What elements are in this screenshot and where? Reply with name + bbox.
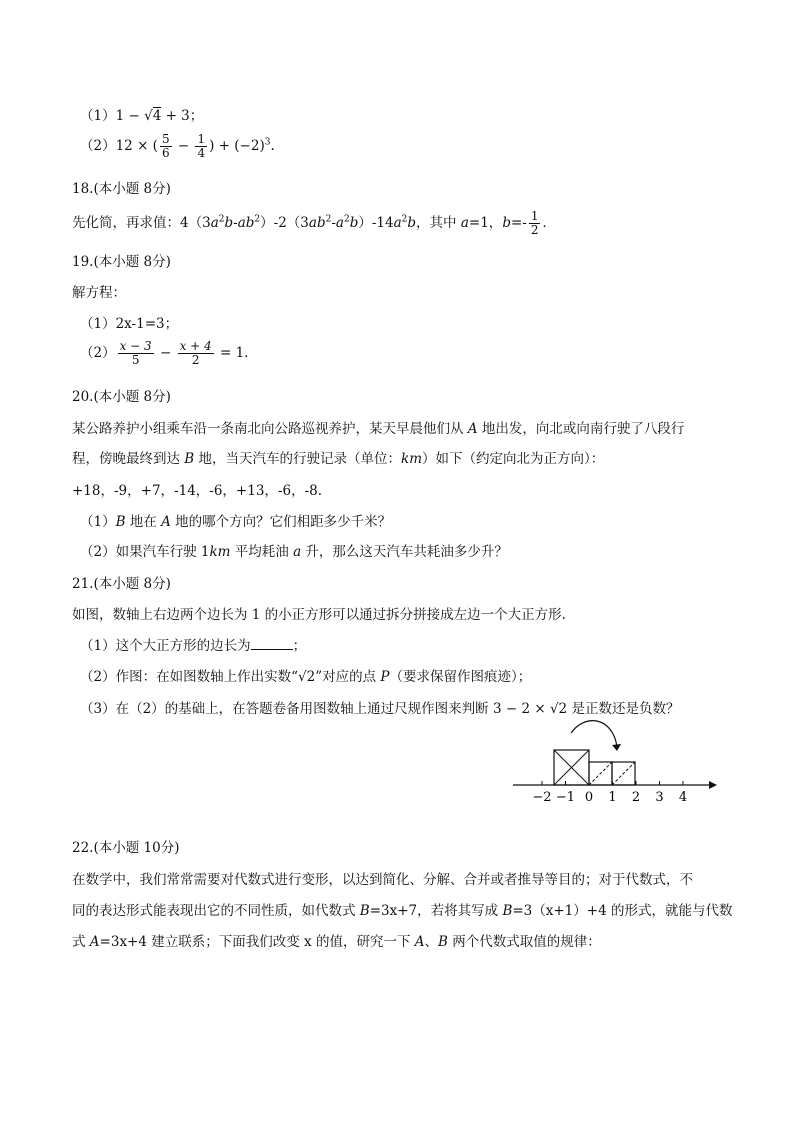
p18-cond-a: =1， — [468, 215, 503, 231]
small-square-diagonal — [612, 762, 635, 785]
p22-l2-a: 同的表达形式能表现出它的不同性质，如代数式 — [72, 903, 360, 919]
axis-tick-label: 3 — [655, 790, 664, 805]
p20-q2 — [80, 540, 508, 560]
var-b: b — [224, 215, 234, 231]
frac-den: 6 — [161, 146, 170, 160]
p17-1-label: （1） — [80, 108, 116, 124]
frac-num: 1 — [197, 132, 206, 146]
p22-line3 — [72, 930, 601, 950]
p19-part2 — [80, 340, 248, 367]
p22-line1: 在数学中，我们常常需要对代数式进行变形，以达到简化、分解、合并或者推导等目的；对于代数式，不 — [72, 872, 693, 888]
p21-q2-label: （2） — [80, 669, 116, 685]
p20-para1 — [72, 417, 684, 437]
p19-2-rhs: = 1 — [215, 345, 245, 361]
unit-km: km — [209, 544, 231, 560]
p18-d: - — [331, 215, 336, 231]
p18-cond-b: =- — [510, 215, 527, 231]
p17-1-a: 1 − — [115, 108, 145, 124]
sqrt2: √2 — [298, 669, 316, 685]
p21-q1-label: （1） — [80, 638, 116, 654]
p18-a: 先化简，再求值：4（3 — [72, 215, 211, 231]
var-b: b — [407, 215, 417, 231]
p20-q2-a: 如果汽车行驶 1 — [115, 544, 210, 560]
curved-arrow — [571, 721, 617, 747]
p19-1-eq: 2x-1=3； — [115, 316, 179, 332]
axis-arrow-head — [709, 781, 717, 789]
p18-b: - — [233, 215, 238, 231]
p18-end: ． — [542, 215, 556, 231]
exp2: 2 — [401, 214, 408, 225]
exp2: 2 — [254, 214, 261, 225]
p22-line2 — [72, 899, 732, 919]
p20-q1-b: 地的哪个方向？它们相距多少千米？ — [170, 514, 392, 530]
frac-den: 5 — [131, 353, 140, 367]
var-b: b — [502, 215, 511, 231]
p22-l3-c: 、 — [424, 934, 438, 950]
var-B: B — [184, 451, 195, 467]
p17-part2 — [80, 133, 275, 160]
var-A: A — [414, 934, 425, 950]
var-b: b — [349, 215, 359, 231]
p17-part1 — [80, 104, 203, 124]
unit-km: km — [401, 451, 422, 467]
p20-p2-a: 程，傍晚最终到达 — [72, 451, 185, 467]
var-B: B — [438, 934, 448, 950]
p21-q2-b: ”对应的点 — [315, 669, 381, 685]
p20-p2-c: ）如下（约定向北为正方向）： — [422, 451, 605, 467]
p17-2-frac2 — [195, 133, 207, 160]
p21-q3-b: 是正数还是负数？ — [567, 701, 680, 717]
exp2: 2 — [218, 214, 225, 225]
p18-frac — [529, 210, 541, 237]
exponent: 3 — [264, 137, 271, 148]
var-B: B — [502, 903, 513, 919]
p17-2-end: . — [270, 138, 275, 154]
p20-p1-b: 地出发，向北或向南行驶了八段行 — [477, 421, 685, 437]
p21-q2-c: （要求保留作图痕迹）； — [389, 669, 532, 685]
p17-1-expr — [116, 107, 204, 124]
axis-tick-label: −2 — [532, 790, 552, 805]
axis-tick-label: 1 — [608, 790, 617, 805]
p17-1-radicand: 4 — [152, 108, 162, 124]
var-P: P — [380, 669, 390, 685]
p19-part1 — [80, 312, 178, 332]
p19-header: 19.(本小题 8分) — [72, 254, 171, 270]
var-A: A — [89, 934, 100, 950]
frac-num: x + 4 — [179, 339, 212, 353]
number-line-figure — [505, 715, 725, 810]
p19-intro: 解方程： — [72, 285, 126, 301]
p17-2-frac1 — [160, 133, 172, 160]
curved-arrow-head — [612, 744, 621, 751]
frac-num: 1 — [530, 209, 539, 223]
var-a: a — [460, 215, 469, 231]
p21-q1-text: 这个大正方形的边长为 — [115, 638, 251, 654]
axis-tick-label: −1 — [555, 790, 576, 805]
p22-l3-b: =3x+4 建立联系；下面我们改变 x 的值，研究一下 — [99, 934, 415, 950]
var-ab: ab — [308, 215, 326, 231]
p21-q3 — [80, 697, 679, 717]
p17-2-label: （2） — [80, 138, 116, 154]
p19-2-end: . — [244, 345, 249, 361]
var-a: a — [393, 215, 402, 231]
p18-f: ，其中 — [416, 215, 461, 231]
frac-den: 4 — [197, 146, 206, 160]
frac-den: 2 — [530, 223, 539, 237]
p19-2-expr — [116, 339, 249, 367]
var-B: B — [115, 514, 126, 530]
p17-2-a: 12 × ( — [115, 138, 158, 154]
p21-q1 — [80, 634, 306, 654]
p20-p1-a: 某公路养护小组乘车沿一条南北向公路巡视养护，某天早晨他们从 — [72, 421, 468, 437]
p20-p2-b: 地，当天汽车的行驶记录（单位： — [194, 451, 402, 467]
p18-e: ）-14 — [358, 215, 394, 231]
frac-num: x − 3 — [119, 339, 152, 353]
p20-para2 — [72, 447, 604, 467]
p21-q3-expr: 3 − 2 × √2 — [492, 701, 568, 717]
p22-l2-b: =3x+7，若将其写成 — [369, 903, 503, 919]
axis-tick-label: 0 — [584, 790, 594, 805]
p21-q2 — [80, 665, 531, 685]
p21-q3-a: 在（2）的基础上，在答题卷备用图数轴上通过尺规作图来判断 — [115, 701, 493, 717]
p20-q1-label: （1） — [80, 514, 116, 530]
p22-header: 22.(本小题 10分) — [72, 840, 180, 856]
answer-blank[interactable] — [251, 637, 293, 650]
p20-header: 20.(本小题 8分) — [72, 389, 171, 405]
p19-2-frac2 — [178, 340, 214, 367]
p18-header: 18.(本小题 8分) — [72, 181, 171, 197]
sqrt-symbol: √ — [144, 108, 153, 124]
var-a: a — [335, 215, 344, 231]
p17-2-b: ) + (−2) — [209, 138, 265, 154]
axis-tick-label: 2 — [631, 790, 641, 805]
p18-c: ）-2（3 — [260, 215, 309, 231]
p20-q2-b: 平均耗油 — [230, 544, 294, 560]
p21-header: 21.(本小题 8分) — [72, 576, 171, 592]
minus: − — [155, 345, 176, 361]
p19-2-frac1 — [118, 340, 154, 367]
p21-q2-a: 作图：在如图数轴上作出实数“ — [115, 669, 298, 685]
var-A: A — [467, 421, 478, 437]
var-B: B — [359, 903, 370, 919]
var-a: a — [210, 215, 219, 231]
p20-q2-c: 升，那么这天汽车共耗油多少升？ — [301, 544, 508, 560]
p21-q1-end: ； — [292, 638, 307, 654]
p19-2-label: （2） — [80, 345, 116, 361]
p20-records: +18，-9，+7，-14，-6，+13，-6，-8. — [72, 483, 323, 499]
p19-1-label: （1） — [80, 316, 116, 332]
p20-q2-label: （2） — [80, 544, 116, 560]
p17-1-b: + 3； — [161, 108, 204, 124]
p20-q1 — [80, 510, 391, 530]
var-A: A — [161, 514, 171, 530]
small-square-diagonal — [589, 762, 612, 785]
axis-tick-label: 4 — [678, 790, 688, 805]
p18-text — [72, 210, 556, 237]
exp2: 2 — [343, 214, 350, 225]
p17-2-expr — [115, 132, 275, 160]
var-a: a — [293, 544, 302, 560]
exp2: 2 — [325, 214, 332, 225]
p21-intro: 如图，数轴上右边两个边长为 1 的小正方形可以通过拆分拼接成左边一个大正方形. — [72, 607, 566, 623]
frac-den: 2 — [191, 353, 200, 367]
p22-l2-c: =3（x+1）+4 的形式，就能与代数 — [512, 903, 733, 919]
p22-l3-d: 两个代数式取值的规律： — [447, 934, 601, 950]
frac-num: 5 — [161, 132, 170, 146]
var-ab: ab — [237, 215, 255, 231]
p22-l3-a: 式 — [72, 934, 90, 950]
p20-q1-a: 地在 — [125, 514, 162, 530]
minus: − — [173, 138, 194, 154]
p21-q3-label: （3） — [80, 701, 116, 717]
